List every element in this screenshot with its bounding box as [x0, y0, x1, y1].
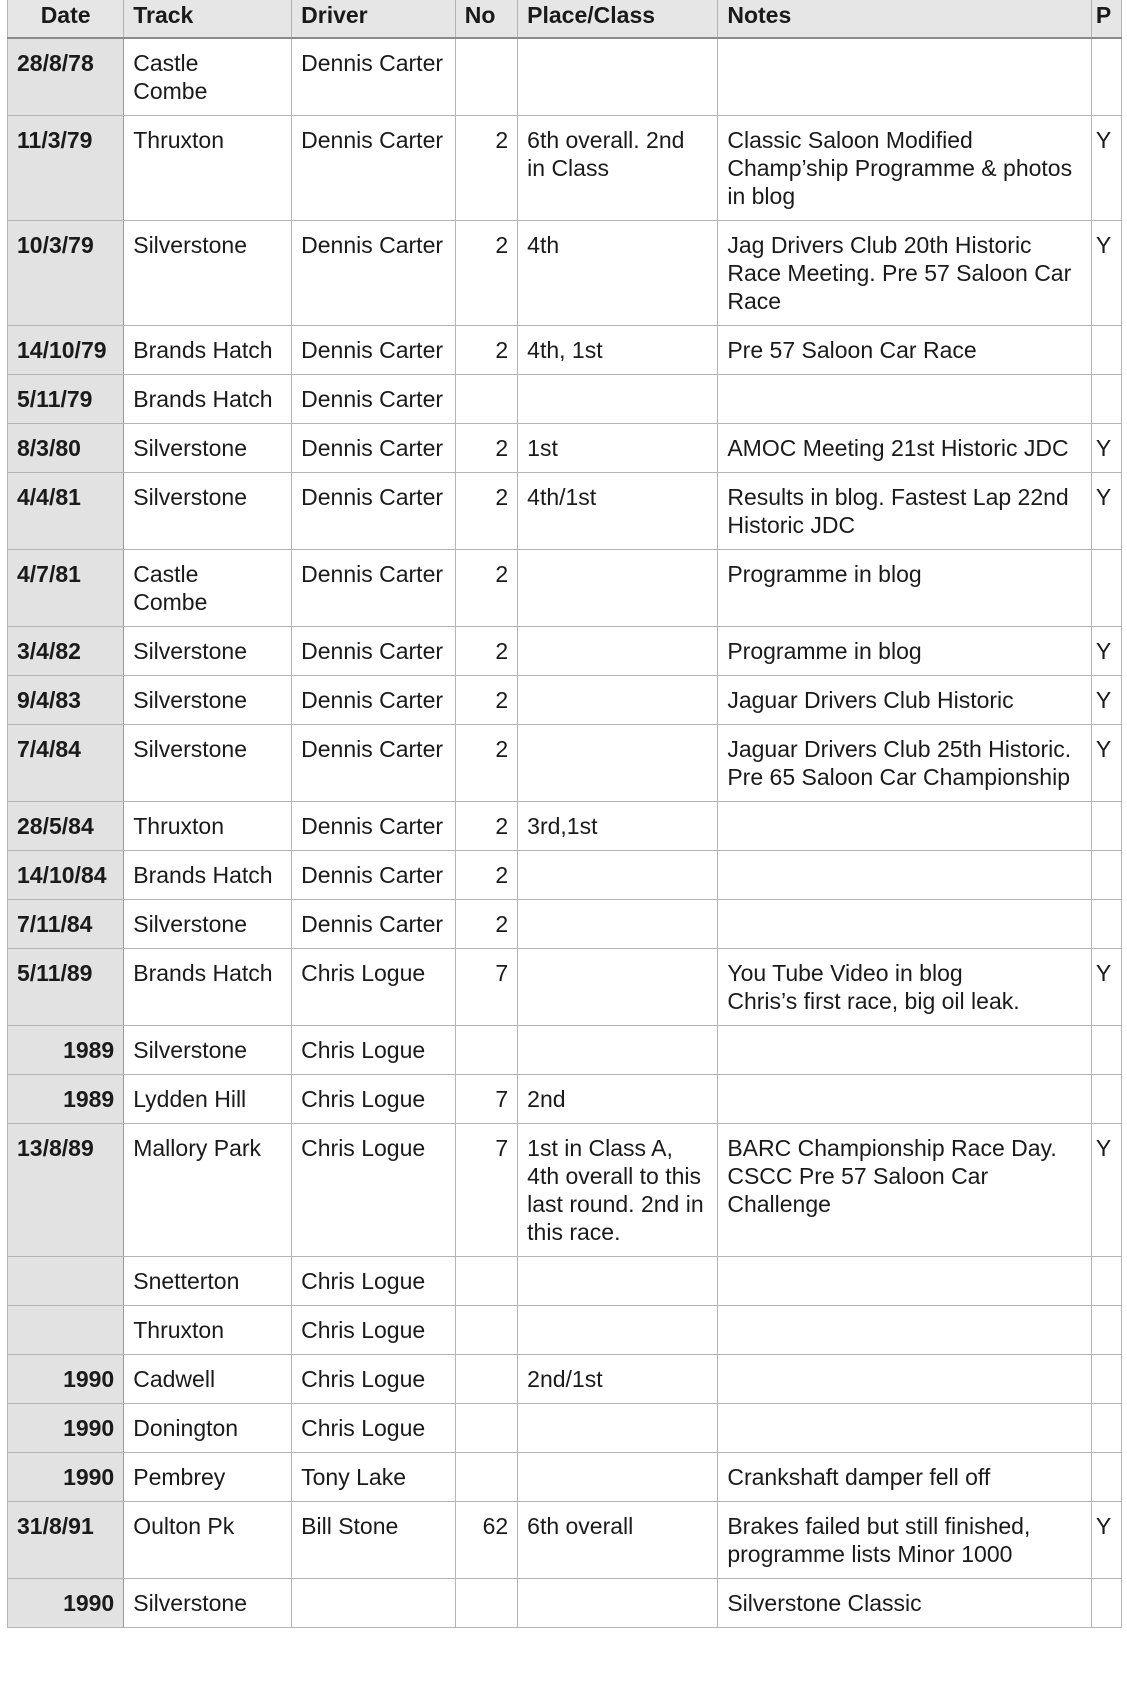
p-cell: Y	[1091, 725, 1121, 802]
place-class-cell: 1st in Class A, 4th overall to this last round. 2nd in this race.	[518, 1124, 718, 1257]
track-cell: Silverstone	[124, 1579, 292, 1628]
car-number-cell: 2	[455, 851, 517, 900]
date-cell: 7/4/84	[8, 725, 124, 802]
p-cell: Y	[1091, 116, 1121, 221]
table-row	[8, 1026, 1122, 1075]
p-cell	[1091, 1404, 1121, 1453]
p-cell	[1091, 1355, 1121, 1404]
place-class-cell	[518, 550, 718, 627]
driver-cell: Dennis Carter	[292, 38, 456, 116]
table-row	[8, 725, 1122, 802]
place-class-cell	[518, 676, 718, 725]
driver-cell: Dennis Carter	[292, 221, 456, 326]
car-number-cell	[455, 38, 517, 116]
car-number-cell: 62	[455, 1502, 517, 1579]
driver-cell: Chris Logue	[292, 1124, 456, 1257]
table-row	[8, 676, 1122, 725]
table-row	[8, 1124, 1122, 1257]
place-class-cell	[518, 1257, 718, 1306]
p-cell: Y	[1091, 473, 1121, 550]
place-class-cell: 4th, 1st	[518, 326, 718, 375]
place-class-cell	[518, 1404, 718, 1453]
table-row	[8, 1404, 1122, 1453]
p-cell	[1091, 38, 1121, 116]
driver-cell: Dennis Carter	[292, 900, 456, 949]
place-class-cell	[518, 949, 718, 1026]
p-cell	[1091, 1306, 1121, 1355]
driver-cell: Chris Logue	[292, 1306, 456, 1355]
table-row	[8, 221, 1122, 326]
place-class-cell	[518, 900, 718, 949]
date-cell: 10/3/79	[8, 221, 124, 326]
track-cell: Thruxton	[124, 802, 292, 851]
track-cell: Donington	[124, 1404, 292, 1453]
track-cell: Brands Hatch	[124, 326, 292, 375]
driver-cell: Dennis Carter	[292, 326, 456, 375]
car-number-cell: 7	[455, 1124, 517, 1257]
car-number-cell: 2	[455, 676, 517, 725]
track-cell: Silverstone	[124, 900, 292, 949]
notes-cell	[718, 38, 1091, 116]
driver-cell: Dennis Carter	[292, 851, 456, 900]
place-class-cell	[518, 1453, 718, 1502]
date-cell: 1990	[8, 1579, 124, 1628]
p-cell	[1091, 802, 1121, 851]
p-cell	[1091, 326, 1121, 375]
table-row	[8, 1579, 1122, 1628]
car-number-cell: 2	[455, 627, 517, 676]
car-number-cell	[455, 1026, 517, 1075]
notes-cell: Silverstone Classic	[718, 1579, 1091, 1628]
date-cell: 9/4/83	[8, 676, 124, 725]
p-cell	[1091, 1453, 1121, 1502]
driver-cell: Tony Lake	[292, 1453, 456, 1502]
driver-cell	[292, 1579, 456, 1628]
car-number-cell: 2	[455, 473, 517, 550]
notes-cell: Programme in blog	[718, 627, 1091, 676]
driver-cell: Dennis Carter	[292, 627, 456, 676]
place-class-cell	[518, 1579, 718, 1628]
race-results-table	[7, 0, 1122, 1628]
car-number-cell	[455, 1306, 517, 1355]
table-row	[8, 1306, 1122, 1355]
table-row	[8, 326, 1122, 375]
date-cell: 14/10/79	[8, 326, 124, 375]
track-cell: Silverstone	[124, 725, 292, 802]
notes-cell	[718, 851, 1091, 900]
car-number-cell: 2	[455, 116, 517, 221]
notes-cell: Jaguar Drivers Club Historic	[718, 676, 1091, 725]
car-number-cell: 2	[455, 550, 517, 627]
p-cell	[1091, 900, 1121, 949]
notes-cell	[718, 802, 1091, 851]
car-number-cell: 2	[455, 900, 517, 949]
date-cell: 5/11/79	[8, 375, 124, 424]
header-row	[8, 0, 1122, 38]
date-cell: 1989	[8, 1026, 124, 1075]
track-cell: Silverstone	[124, 627, 292, 676]
date-cell: 28/8/78	[8, 38, 124, 116]
car-number-cell	[455, 1579, 517, 1628]
p-cell: Y	[1091, 1502, 1121, 1579]
driver-cell: Dennis Carter	[292, 424, 456, 473]
table-row	[8, 550, 1122, 627]
track-cell: Silverstone	[124, 221, 292, 326]
notes-cell: Jaguar Drivers Club 25th Historic. Pre 65 Saloon Car Championship	[718, 725, 1091, 802]
date-cell	[8, 1306, 124, 1355]
driver-cell: Dennis Carter	[292, 375, 456, 424]
table-row	[8, 473, 1122, 550]
driver-cell: Dennis Carter	[292, 802, 456, 851]
date-cell: 1990	[8, 1453, 124, 1502]
date-cell: 11/3/79	[8, 116, 124, 221]
notes-cell: Crankshaft damper fell off	[718, 1453, 1091, 1502]
place-class-cell: 6th overall	[518, 1502, 718, 1579]
track-cell: Castle Combe	[124, 38, 292, 116]
car-number-cell	[455, 1453, 517, 1502]
header-no: No	[455, 0, 517, 38]
car-number-cell: 2	[455, 221, 517, 326]
p-cell: Y	[1091, 424, 1121, 473]
table-row	[8, 1502, 1122, 1579]
header-p: P	[1091, 0, 1121, 38]
notes-cell	[718, 1306, 1091, 1355]
track-cell: Lydden Hill	[124, 1075, 292, 1124]
table-row	[8, 1355, 1122, 1404]
car-number-cell: 2	[455, 725, 517, 802]
table-row	[8, 1453, 1122, 1502]
driver-cell: Chris Logue	[292, 949, 456, 1026]
header-place-class: Place/Class	[518, 0, 718, 38]
driver-cell: Dennis Carter	[292, 725, 456, 802]
notes-cell: Programme in blog	[718, 550, 1091, 627]
table-row	[8, 802, 1122, 851]
date-cell: 1990	[8, 1404, 124, 1453]
date-cell: 4/4/81	[8, 473, 124, 550]
place-class-cell	[518, 725, 718, 802]
notes-cell	[718, 900, 1091, 949]
car-number-cell	[455, 1257, 517, 1306]
date-cell: 3/4/82	[8, 627, 124, 676]
date-cell	[8, 1257, 124, 1306]
place-class-cell	[518, 38, 718, 116]
date-cell: 8/3/80	[8, 424, 124, 473]
place-class-cell: 2nd	[518, 1075, 718, 1124]
date-cell: 4/7/81	[8, 550, 124, 627]
notes-cell: AMOC Meeting 21st Historic JDC	[718, 424, 1091, 473]
table-row	[8, 1257, 1122, 1306]
driver-cell: Chris Logue	[292, 1355, 456, 1404]
track-cell: Silverstone	[124, 473, 292, 550]
track-cell: Brands Hatch	[124, 949, 292, 1026]
place-class-cell: 4th	[518, 221, 718, 326]
notes-cell: Jag Drivers Club 20th Historic Race Meeting. Pre 57 Saloon Car Race	[718, 221, 1091, 326]
p-cell	[1091, 1579, 1121, 1628]
p-cell: Y	[1091, 676, 1121, 725]
place-class-cell	[518, 1306, 718, 1355]
p-cell	[1091, 550, 1121, 627]
date-cell: 5/11/89	[8, 949, 124, 1026]
notes-cell: Results in blog. Fastest Lap 22nd Historic JDC	[718, 473, 1091, 550]
place-class-cell: 6th overall. 2nd in Class	[518, 116, 718, 221]
track-cell: Oulton Pk	[124, 1502, 292, 1579]
notes-cell	[718, 1075, 1091, 1124]
table-header	[8, 0, 1122, 38]
driver-cell: Chris Logue	[292, 1026, 456, 1075]
track-cell: Pembrey	[124, 1453, 292, 1502]
track-cell: Cadwell	[124, 1355, 292, 1404]
driver-cell: Chris Logue	[292, 1075, 456, 1124]
notes-cell: You Tube Video in blog Chris’s first race, big oil leak.	[718, 949, 1091, 1026]
track-cell: Silverstone	[124, 676, 292, 725]
car-number-cell: 2	[455, 326, 517, 375]
notes-cell: Classic Saloon Modified Champ’ship Programme & photos in blog	[718, 116, 1091, 221]
table-row	[8, 627, 1122, 676]
notes-cell: BARC Championship Race Day. CSCC Pre 57 Saloon Car Challenge	[718, 1124, 1091, 1257]
track-cell: Thruxton	[124, 116, 292, 221]
date-cell: 28/5/84	[8, 802, 124, 851]
driver-cell: Dennis Carter	[292, 473, 456, 550]
notes-cell: Brakes failed but still finished, programme lists Minor 1000	[718, 1502, 1091, 1579]
car-number-cell: 2	[455, 802, 517, 851]
track-cell: Mallory Park	[124, 1124, 292, 1257]
driver-cell: Dennis Carter	[292, 676, 456, 725]
driver-cell: Chris Logue	[292, 1404, 456, 1453]
p-cell	[1091, 1075, 1121, 1124]
car-number-cell	[455, 1355, 517, 1404]
p-cell	[1091, 1257, 1121, 1306]
date-cell: 31/8/91	[8, 1502, 124, 1579]
p-cell: Y	[1091, 1124, 1121, 1257]
header-driver: Driver	[292, 0, 456, 38]
table-row	[8, 424, 1122, 473]
header-notes: Notes	[718, 0, 1091, 38]
header-track: Track	[124, 0, 292, 38]
notes-cell: Pre 57 Saloon Car Race	[718, 326, 1091, 375]
place-class-cell: 1st	[518, 424, 718, 473]
table-row	[8, 38, 1122, 116]
header-date: Date	[8, 0, 124, 38]
place-class-cell: 2nd/1st	[518, 1355, 718, 1404]
table-row	[8, 375, 1122, 424]
p-cell: Y	[1091, 221, 1121, 326]
driver-cell: Bill Stone	[292, 1502, 456, 1579]
car-number-cell: 2	[455, 424, 517, 473]
date-cell: 14/10/84	[8, 851, 124, 900]
date-cell: 7/11/84	[8, 900, 124, 949]
table-row	[8, 900, 1122, 949]
driver-cell: Dennis Carter	[292, 550, 456, 627]
track-cell: Brands Hatch	[124, 375, 292, 424]
track-cell: Silverstone	[124, 1026, 292, 1075]
date-cell: 1989	[8, 1075, 124, 1124]
notes-cell	[718, 1355, 1091, 1404]
notes-cell	[718, 1257, 1091, 1306]
notes-cell	[718, 1026, 1091, 1075]
track-cell: Brands Hatch	[124, 851, 292, 900]
p-cell	[1091, 1026, 1121, 1075]
car-number-cell: 7	[455, 1075, 517, 1124]
place-class-cell	[518, 851, 718, 900]
driver-cell: Chris Logue	[292, 1257, 456, 1306]
p-cell	[1091, 375, 1121, 424]
place-class-cell	[518, 375, 718, 424]
date-cell: 13/8/89	[8, 1124, 124, 1257]
car-number-cell: 7	[455, 949, 517, 1026]
track-cell: Silverstone	[124, 424, 292, 473]
driver-cell: Dennis Carter	[292, 116, 456, 221]
place-class-cell: 4th/1st	[518, 473, 718, 550]
track-cell: Thruxton	[124, 1306, 292, 1355]
car-number-cell	[455, 375, 517, 424]
p-cell	[1091, 851, 1121, 900]
place-class-cell	[518, 1026, 718, 1075]
notes-cell	[718, 1404, 1091, 1453]
place-class-cell	[518, 627, 718, 676]
table-row	[8, 116, 1122, 221]
p-cell: Y	[1091, 949, 1121, 1026]
table-row	[8, 1075, 1122, 1124]
date-cell: 1990	[8, 1355, 124, 1404]
track-cell: Snetterton	[124, 1257, 292, 1306]
table-row	[8, 851, 1122, 900]
table-body	[8, 38, 1122, 1628]
track-cell: Castle Combe	[124, 550, 292, 627]
p-cell: Y	[1091, 627, 1121, 676]
car-number-cell	[455, 1404, 517, 1453]
notes-cell	[718, 375, 1091, 424]
table-row	[8, 949, 1122, 1026]
place-class-cell: 3rd,1st	[518, 802, 718, 851]
